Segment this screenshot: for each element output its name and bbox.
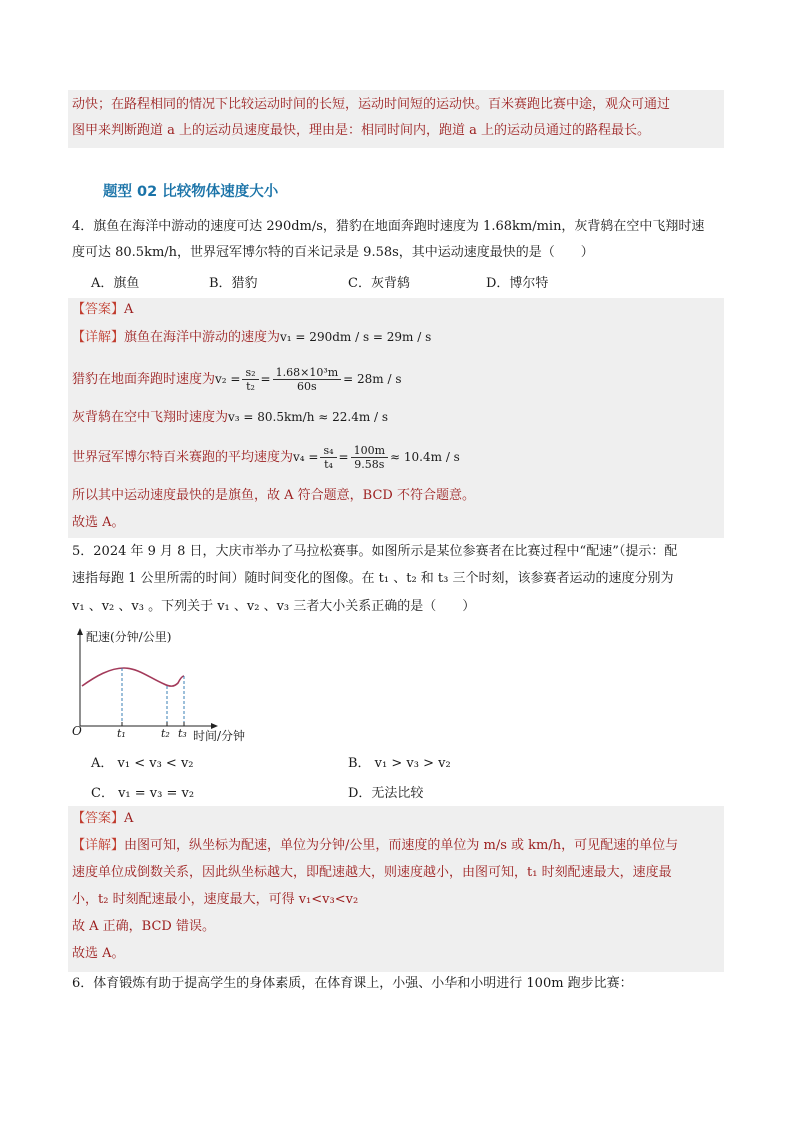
- answer-label: 【答案】: [72, 302, 125, 317]
- q4-choose: 故选 A。: [72, 515, 125, 530]
- q5-stem-line-3: v₁ 、v₂ 、v₃ 。下列关于 v₁ 、v₂ 、v₃ 三者大小关系正确的是（ ）: [72, 599, 476, 614]
- q5-option-a: A． v₁ < v₃ < v₂: [91, 756, 194, 771]
- q5-detail-3: 小，t₂ 时刻配速最小，速度最大，可得 v₁<v₃<v₂: [72, 892, 359, 907]
- fraction: $\frac{\text{1.68×10³m}}{60s}$: [273, 366, 342, 393]
- math-rhs: ≈ 10.4m / s: [390, 450, 460, 464]
- q4-stem-line-1: 4．旗鱼在海洋中游动的速度可达 290dm/s，猎豹在地面奔跑时速度为 1.68km/min，灰背鸫在空中飞翔时速: [72, 219, 705, 234]
- top-text-line-2: 图甲来判断跑道 a 上的运动员速度最快，理由是：相同时间内，跑道 a 上的运动员通过的路程最长。: [72, 123, 651, 138]
- y-axis-arrow: [77, 628, 83, 635]
- math-rhs: = 28m / s: [343, 372, 402, 386]
- top-text-line-1: 动快；在路程相同的情况下比较运动时间的长短，运动时间短的运动快。百米赛跑比赛中途，观众可通过: [72, 97, 671, 112]
- q5-stem-line-2: 速指每跑 1 公里所需的时间）随时间变化的图像。在 t₁ 、t₂ 和 t₃ 三个时刻，该参赛者运动的速度分别为: [72, 571, 674, 586]
- q4-detail-3: [72, 408, 388, 427]
- q4-stem-line-2: 度可达 80.5km/h，世界冠军博尔特的百米记录是 9.58s，其中运动速度最快的是（ ）: [72, 245, 594, 260]
- answer-value: A: [124, 811, 134, 826]
- detail-label: 【详解】: [72, 838, 125, 853]
- q5-option-b: B． v₁ > v₃ > v₂: [348, 756, 451, 771]
- answer-label: 【答案】: [72, 811, 125, 826]
- q6-stem-line-1: 6．体育锻炼有助于提高学生的身体素质，在体育课上，小强、小华和小明进行 100m 跑步比赛：: [72, 976, 633, 991]
- math-expression: v₃ = 80.5km/h ≈ 22.4m / s: [228, 410, 389, 424]
- q4-option-d: D．博尔特: [486, 276, 549, 291]
- math-eq: =: [338, 450, 349, 464]
- detail-label: 【详解】: [72, 330, 125, 345]
- q5-option-c: C． v₁ = v₃ = v₂: [91, 786, 195, 801]
- q5-answer-box: [68, 806, 724, 972]
- detail-text: 猎豹在地面奔跑时速度为: [72, 372, 216, 387]
- math-lhs: v₂ =: [215, 372, 241, 386]
- q5-stem-line-1: 5．2024 年 9 月 8 日，大庆市举办了马拉松赛事。如图所示是某位参赛者在比赛过程中“配速”（提示：配: [72, 544, 678, 559]
- math-lhs: v₄ =: [293, 450, 319, 464]
- q5-detail-2: 速度单位成倒数关系，因此纵坐标越大，即配速越大，则速度越小，由图可知，t₁ 时刻配速最大，速度最: [72, 865, 672, 880]
- fraction: $\frac{100m}{9.58s}$: [351, 444, 388, 471]
- graph-origin-label: O: [72, 724, 82, 738]
- answer-value: A: [124, 302, 134, 317]
- graph-tick-t3: t₃: [178, 727, 187, 740]
- q4-detail-4: [72, 440, 460, 475]
- graph-x-label: 时间/分钟: [193, 729, 246, 743]
- graph-tick-t2: t₂: [161, 727, 170, 740]
- fraction: $\frac{\text{s₂}}{\text{t₂}}$: [242, 366, 258, 393]
- q5-conclusion: 故 A 正确，BCD 错误。: [72, 919, 215, 934]
- q5-option-d: D．无法比较: [348, 786, 424, 801]
- q4-option-a: A．旗鱼: [91, 276, 140, 291]
- q4-detail-1: [72, 328, 431, 347]
- q4-detail-2: [72, 362, 402, 397]
- detail-text: 世界冠军博尔特百米赛跑的平均速度为: [72, 450, 294, 465]
- q5-detail-1: [72, 837, 678, 855]
- q4-conclusion: 所以其中运动速度最快的是旗鱼，故 A 符合题意，BCD 不符合题意。: [72, 488, 475, 503]
- q4-answer: [72, 301, 133, 319]
- detail-text: 由图可知，纵坐标为配速，单位为分钟/公里，而速度的单位为 m/s 或 km/h，可见配速的单位与: [124, 838, 679, 853]
- q4-option-b: B．猎豹: [209, 276, 258, 291]
- math-eq: =: [260, 372, 271, 386]
- q5-choose: 故选 A。: [72, 946, 125, 961]
- pace-curve: [82, 668, 184, 686]
- fraction: $\frac{\text{s₄}}{\text{t₄}}$: [320, 444, 336, 471]
- graph-y-label: 配速(分钟/公里): [86, 630, 172, 644]
- graph-tick-t1: t₁: [117, 727, 126, 740]
- math-expression: v₁ = 290dm / s = 29m / s: [280, 330, 432, 344]
- section-title: 题型 02 比较物体速度大小: [103, 184, 279, 200]
- detail-text: 旗鱼在海洋中游动的速度为: [124, 330, 281, 345]
- q5-answer: [72, 810, 133, 828]
- q4-option-c: C．灰背鸫: [348, 276, 410, 291]
- detail-text: 灰背鸫在空中飞翔时速度为: [72, 410, 229, 425]
